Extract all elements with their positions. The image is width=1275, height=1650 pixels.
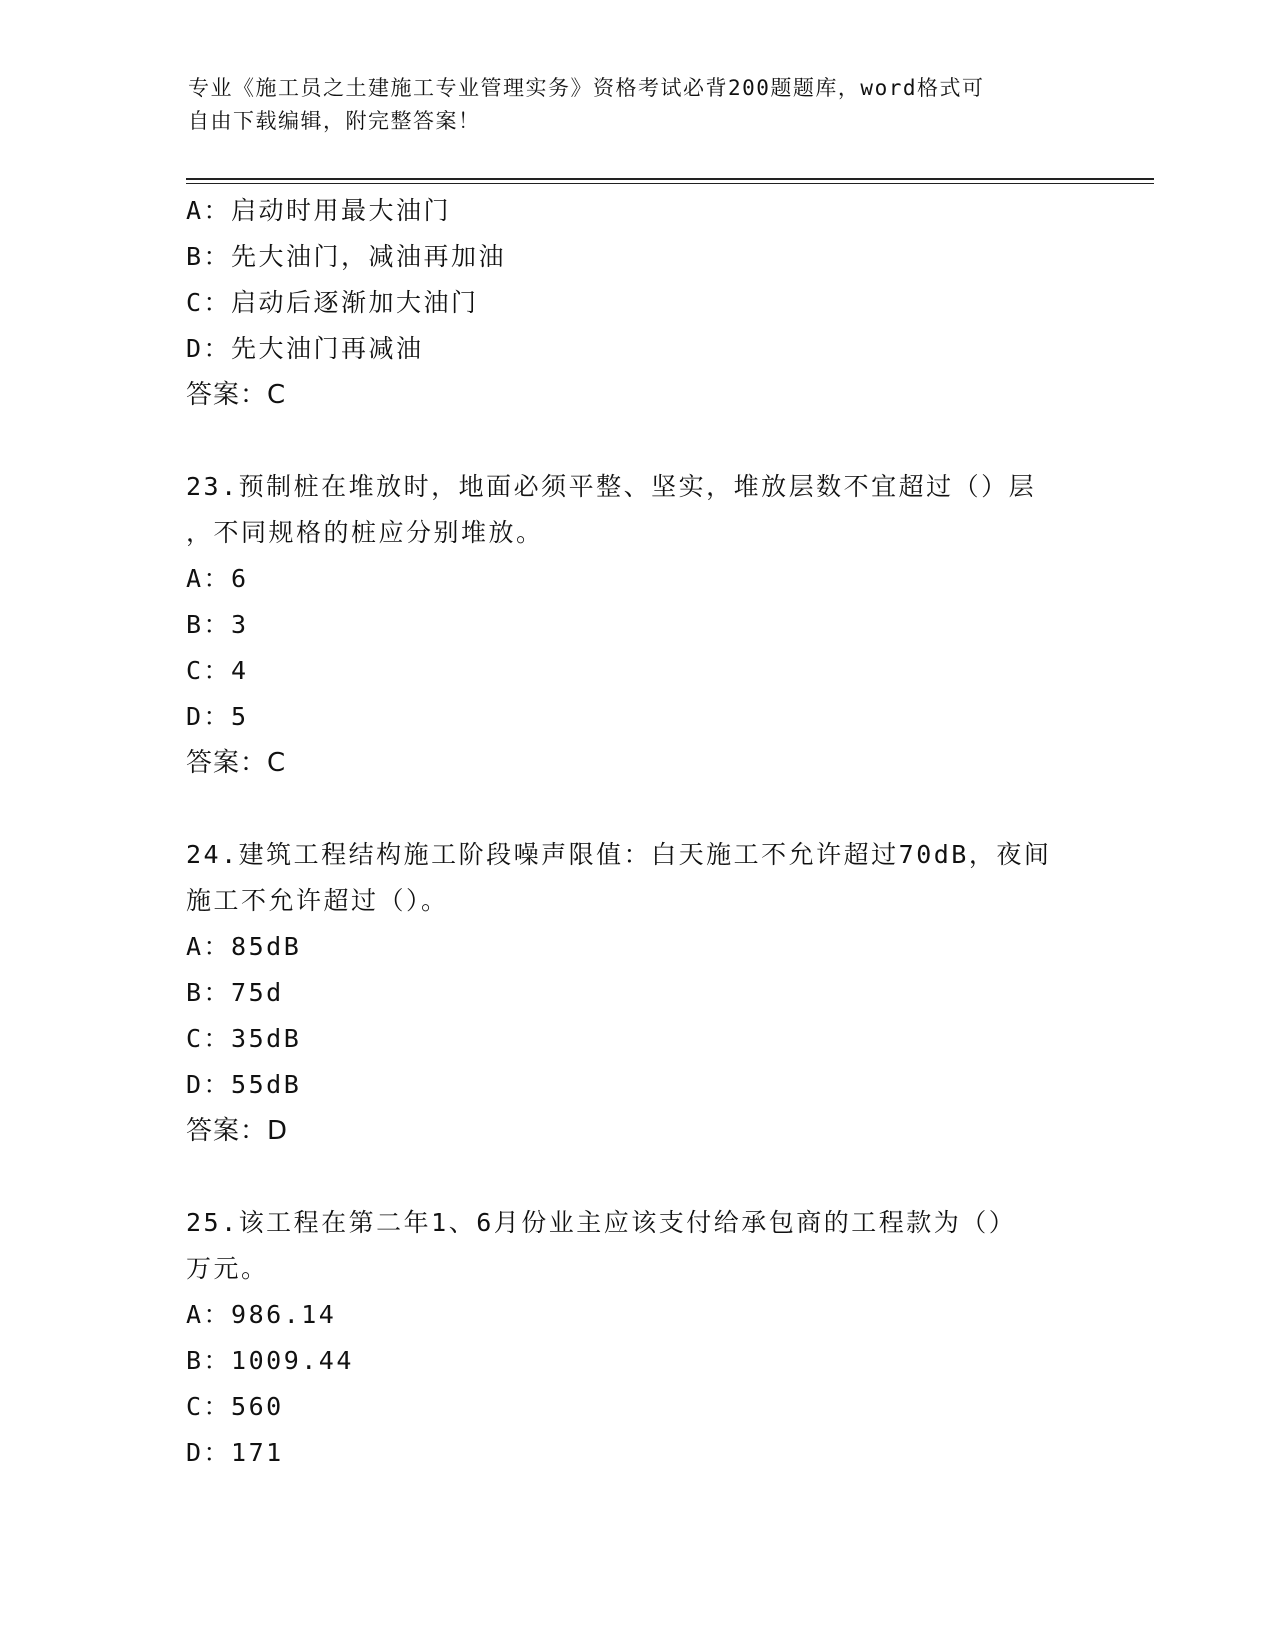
option-c: C：4	[186, 656, 249, 685]
question-stem-line-2: ，不同规格的桩应分别堆放。	[186, 518, 544, 547]
spacer	[186, 418, 1086, 464]
option-b: B：1009.44	[186, 1346, 354, 1375]
option-a: A：986.14	[186, 1300, 337, 1329]
spacer	[186, 1154, 1086, 1200]
answer: 答案：C	[186, 380, 287, 410]
question-list	[186, 188, 1086, 1476]
option-a: A：85dB	[186, 932, 302, 961]
question-stem-line-1: 25.该工程在第二年1、6月份业主应该支付给承包商的工程款为（）	[186, 1208, 1017, 1237]
option-b: B：先大油门，减油再加油	[186, 242, 507, 271]
question-25	[186, 1200, 1086, 1476]
option-d: D：先大油门再减油	[186, 334, 424, 363]
question-22	[186, 188, 1086, 418]
spacer	[186, 786, 1086, 832]
question-23	[186, 464, 1086, 786]
option-d: D：171	[186, 1438, 284, 1467]
option-c: C：启动后逐渐加大油门	[186, 288, 479, 317]
option-d: D：5	[186, 702, 249, 731]
header-rule-thin	[186, 183, 1154, 184]
option-d: D：55dB	[186, 1070, 302, 1099]
header-title-line-2: 自由下载编辑，附完整答案！	[188, 109, 481, 133]
question-stem-line-1: 24.建筑工程结构施工阶段噪声限值：白天施工不允许超过70dB，夜间	[186, 840, 1052, 869]
document-header	[188, 72, 1068, 138]
question-stem-line-2: 万元。	[186, 1254, 269, 1283]
option-a: A：启动时用最大油门	[186, 196, 452, 225]
question-24	[186, 832, 1086, 1154]
question-stem	[186, 832, 1086, 924]
option-b: B：75d	[186, 978, 284, 1007]
question-stem	[186, 1200, 1086, 1292]
answer: 答案：C	[186, 748, 287, 778]
question-stem-line-1: 23.预制桩在堆放时，地面必须平整、坚实，堆放层数不宜超过（）层	[186, 472, 1037, 501]
question-stem	[186, 464, 1086, 556]
option-b: B：3	[186, 610, 249, 639]
option-c: C：560	[186, 1392, 284, 1421]
answer: 答案：D	[186, 1116, 289, 1146]
header-rule-thick	[186, 178, 1154, 180]
header-title-line-1: 专业《施工员之土建施工专业管理实务》资格考试必背200题题库，word格式可	[188, 76, 985, 100]
option-a: A：6	[186, 564, 249, 593]
option-c: C：35dB	[186, 1024, 302, 1053]
question-stem-line-2: 施工不允许超过（）。	[186, 886, 449, 915]
